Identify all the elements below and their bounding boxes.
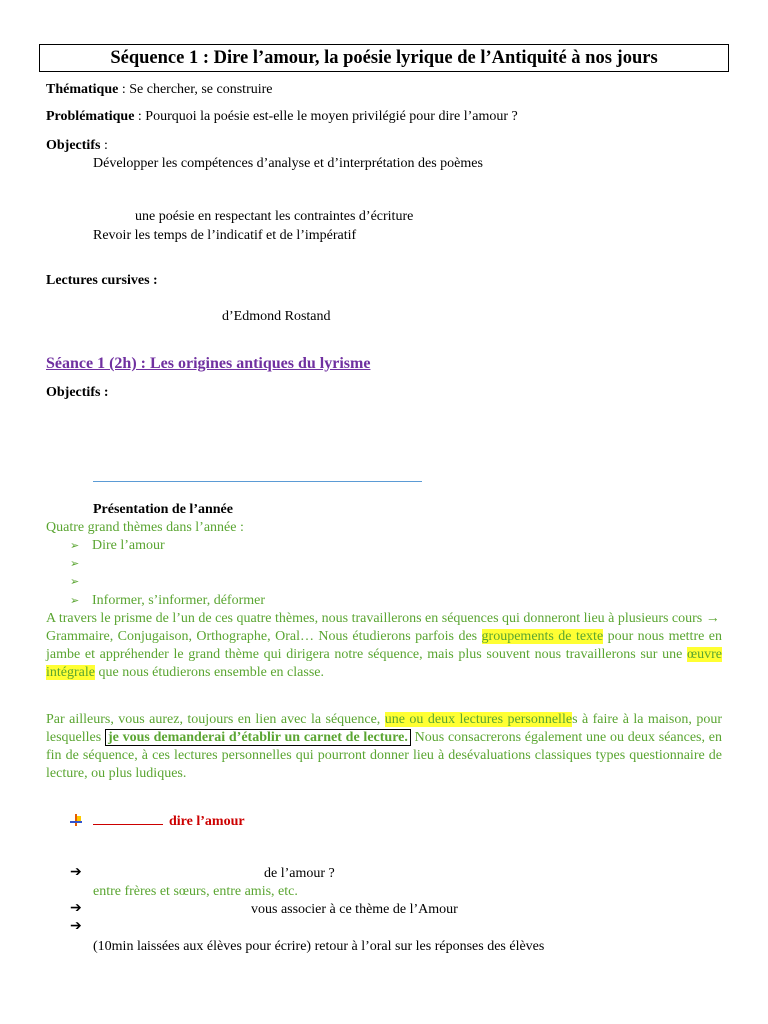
objectif-item: Revoir les temps de l’indicatif et de l’impératif: [93, 228, 357, 243]
problematique-line: [46, 108, 518, 126]
objectif-item: Développer les compétences d’analyse et d’interprétation des poèmes: [93, 156, 483, 171]
activity-heading: [93, 812, 245, 831]
sequence-title: Séquence 1 : Dire l’amour, la poésie lyrique de l’Antiquité à nos jours: [39, 44, 729, 72]
theme-item: [70, 555, 92, 573]
problematique-value: Pourquoi la poésie est-elle le moyen privilégié pour dire l’amour ?: [145, 109, 518, 124]
triangle-bullet-icon: ➢: [70, 576, 80, 588]
objectif-item: une poésie en respectant les contraintes d’écriture: [135, 209, 414, 224]
paragraph-text: Grammaire, Conjugaison, Orthographe, Oral… Nous étudierons parfois des: [46, 629, 482, 644]
highlight-oeuvre: œuvre intégrale: [46, 647, 722, 680]
blank-underline: [93, 812, 163, 825]
thematique-value: Se chercher, se construire: [129, 82, 273, 97]
right-arrow-icon: ➔: [70, 865, 82, 880]
paragraph-text: Nous consacrerons également une ou deux séances, en fin de séquence, à ces lectures personnelles qui pourront donner lieu à desévaluations classiques types questionnaire de lecture, ou plus ludiques.: [46, 730, 722, 781]
theme-label: Informer, s’informer, déformer: [92, 593, 266, 608]
highlight-lectures: une ou deux lectures personnelle: [384, 712, 573, 727]
lecture-item: d’Edmond Rostand: [222, 309, 331, 324]
right-arrow-icon: →: [705, 611, 720, 626]
paragraph-text: que nous étudierons ensemble en classe.: [94, 665, 324, 680]
question-text: de l’amour ?: [264, 866, 335, 881]
question-text: vous associer à ce thème de l’Amour: [251, 902, 458, 917]
right-arrow-icon: ➔: [70, 901, 82, 916]
theme-item: [70, 537, 165, 555]
question-hint: entre frères et sœurs, entre amis, etc.: [93, 884, 298, 899]
triangle-bullet-icon: ➢: [70, 595, 80, 607]
paragraph-lectures: [46, 711, 722, 783]
paragraph-text: s à faire à la maison, pour lesquelles: [46, 712, 722, 745]
cross-bullet-icon: [70, 814, 82, 826]
right-arrow-icon: ➔: [70, 919, 82, 934]
triangle-bullet-icon: ➢: [70, 558, 80, 570]
paragraph-sequences: [46, 610, 722, 682]
problematique-label: Problématique: [46, 109, 135, 124]
theme-item: [70, 573, 92, 591]
theme-label: Dire l’amour: [92, 538, 165, 553]
thematique-label: Thématique: [46, 82, 119, 97]
activity-heading-text: dire l’amour: [169, 814, 245, 829]
problematique-sep: :: [134, 109, 146, 124]
presentation-heading: Présentation de l’année: [93, 502, 233, 517]
objectifs-label: Objectifs: [46, 138, 101, 153]
thematique-sep: :: [118, 82, 130, 97]
lectures-cursives-label: Lectures cursives :: [46, 273, 158, 288]
theme-item: [70, 592, 265, 610]
objectifs-sep: :: [100, 138, 108, 153]
activity-note: (10min laissées aux élèves pour écrire) retour à l’oral sur les réponses des élèves: [93, 939, 545, 954]
paragraph-text: A travers le prisme de l’un de ces quatre thèmes, nous travaillerons en séquences qui donneront lieu à plusieurs cours: [46, 611, 703, 626]
boxed-carnet: je vous demanderai d’établir un carnet de lecture.: [105, 729, 411, 746]
seance-objectifs-label: Objectifs :: [46, 385, 109, 400]
divider-line: [93, 481, 422, 482]
highlight-groupements: groupements de texte: [481, 629, 604, 644]
thematique-line: [46, 81, 273, 99]
objectifs-heading: [46, 137, 108, 155]
paragraph-text: Par ailleurs, vous aurez, toujours en lien avec la séquence,: [46, 712, 385, 727]
presentation-intro: Quatre grand thèmes dans l’année :: [46, 520, 244, 535]
seance-title: Séance 1 (2h) : Les origines antiques du lyrisme: [46, 355, 371, 372]
paragraph-text: pour nous mettre en jambe et appréhender le grand thème qui dirigera notre séquence, mais plus souvent nous travaillerons sur une: [46, 629, 722, 662]
triangle-bullet-icon: ➢: [70, 540, 80, 552]
